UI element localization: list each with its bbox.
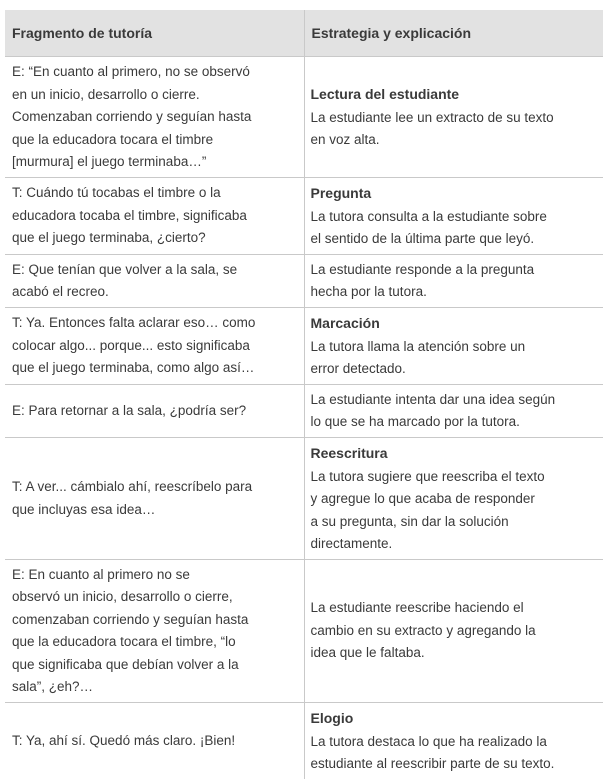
table-row: [5, 437, 603, 559]
strategy-cell: [304, 177, 603, 254]
header-strategy: Estrategia y explicación: [304, 10, 603, 57]
strategy-cell: [304, 559, 603, 702]
fragment-cell: E: Que tenían que volver a la sala, se acabó el recreo.: [5, 254, 304, 307]
strategy-explanation: La estudiante lee un extracto de su texto en voz alta.: [310, 109, 554, 148]
strategy-explanation: La estudiante intenta dar una idea según lo que se ha marcado por la tutora.: [310, 391, 556, 429]
strategy-cell: [304, 57, 603, 178]
strategy-name: Lectura del estudiante: [310, 85, 460, 102]
fragment-cell: T: Ya. Entonces falta aclarar eso… como colocar algo... porque... esto significaba que el juego terminaba, como algo así…: [5, 307, 304, 384]
strategy-explanation: La tutora destaca lo que ha realizado la estudiante al reescribir parte de su texto.: [310, 733, 555, 771]
fragment-cell: T: Ya, ahí sí. Quedó más claro. ¡Bien!: [5, 702, 304, 779]
strategy-name: Elogio: [310, 709, 354, 726]
tutoring-table: [5, 10, 603, 779]
fragment-cell: E: Para retornar a la sala, ¿podría ser?: [5, 384, 304, 437]
strategy-cell: [304, 307, 603, 384]
strategy-name: Pregunta: [310, 184, 372, 201]
strategy-cell: [304, 437, 603, 559]
fragment-cell: T: Cuándo tú tocabas el timbre o la educadora tocaba el timbre, significaba que el juego terminaba, ¿cierto?: [5, 177, 304, 254]
table-row: [5, 559, 603, 702]
strategy-name: Marcación: [310, 314, 380, 331]
table-row: [5, 177, 603, 254]
strategy-cell: [304, 254, 603, 307]
fragment-cell: E: “En cuanto al primero, no se observó en un inicio, desarrollo o cierre. Comenzaban corriendo y seguían hasta que la educadora tocara el timbre [murmura] el juego terminaba…”: [5, 57, 304, 178]
table-row: [5, 702, 603, 779]
strategy-cell: [304, 702, 603, 779]
table-row: [5, 384, 603, 437]
strategy-explanation: La tutora consulta a la estudiante sobre el sentido de la última parte que leyó.: [310, 208, 547, 246]
table-row: [5, 57, 603, 178]
table-row: [5, 307, 603, 384]
strategy-explanation: La tutora llama la atención sobre un error detectado.: [310, 338, 526, 376]
fragment-cell: E: En cuanto al primero no se observó un inicio, desarrollo o cierre, comenzaban corriendo y seguían hasta que la educadora tocara el timbre, “lo que significaba que debían volver a la sala”, ¿eh?…: [5, 559, 304, 702]
header-fragment: Fragmento de tutoría: [5, 10, 304, 57]
strategy-name: Reescritura: [310, 444, 388, 461]
strategy-cell: [304, 384, 603, 437]
strategy-explanation: La estudiante responde a la pregunta hecha por la tutora.: [310, 261, 535, 299]
table-row: [5, 254, 603, 307]
strategy-explanation: La estudiante reescribe haciendo el cambio en su extracto y agregando la idea que le faltaba.: [310, 600, 536, 661]
table-header-row: [5, 10, 603, 57]
strategy-explanation: La tutora sugiere que reescriba el texto y agregue lo que acaba de responder a su pregunta, sin dar la solución directamente.: [310, 468, 545, 551]
fragment-cell: T: A ver... cámbialo ahí, reescríbelo para que incluyas esa idea…: [5, 437, 304, 559]
